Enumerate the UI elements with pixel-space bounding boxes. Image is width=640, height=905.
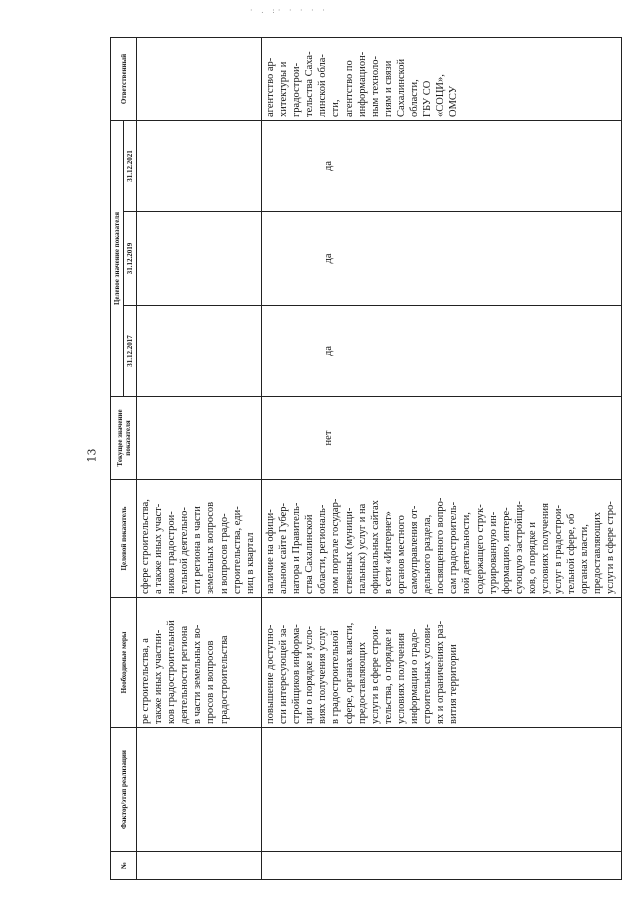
cell-2019: да [262,212,622,306]
page-number: 13 [85,448,99,462]
header-current: Текущее значение показателя [111,397,137,480]
rotated-table-wrapper [110,38,630,880]
cell-measures: повышение доступно- сти интересующей за- стройщиков информа- ции о порядке и усло- виях получения услуг в градостроительной сфере, органах власти, предоставляющих услуги в сфере строи- тельства, о порядке и условиях получения информации о градо- строительных услови- ях и ограничениях раз- вития территории [262,598,622,728]
cell-target: наличие на офици- альном сайте Губер- натора и Правитель- ства Сахалинской области, региональ- ном портале государ- ственных (муници- пальных) услуг и на официальных сайтах в сети «Интернет» органов местного самоуправления от- дельного раздела, посвященного вопро- сам градостроитель- ной деятельности, содержащего струк- турированную ин- формацию, интере- сующую застройщи- ков, о порядке и условиях получения услуг в градострои- тельной сфере, об органах власти, предоставляющих услуги в сфере стро- [262,480,622,598]
header-num: № [111,852,137,880]
header-row-1 [111,38,124,880]
cell-2017: да [262,306,622,397]
header-date-2017: 31.12.2017 [124,306,137,397]
scan-marks: · . :· · · · · [250,6,328,15]
cell-target: сфере строительства, а также иных участ- ников градострои- тельной деятельно- сти региона в части земельных вопросов и вопросов градо- строительства, еди- ниц в квартал [137,480,262,598]
table-row [262,38,622,880]
cell-num [137,852,262,880]
header-factor: Фактор/этап реализации [111,728,137,852]
cell-2017 [137,306,262,397]
cell-factor [137,728,262,852]
cell-current [137,397,262,480]
cell-current: нет [262,397,622,480]
header-date-2019: 31.12.2019 [124,212,137,306]
header-responsible: Ответственный [111,38,137,121]
cell-num [262,852,622,880]
cell-2019 [137,212,262,306]
table-row [137,38,262,880]
measures-table [110,37,622,880]
cell-2021: да [262,121,622,212]
cell-2021 [137,121,262,212]
header-target: Целевой показатель [111,480,137,598]
header-measures: Необходимые меры [111,598,137,728]
cell-factor [262,728,622,852]
header-target-values: Целевое значение показателя [111,121,124,397]
cell-measures: ре строительства, а также иных участни- ков градостроительной деятельности региона в части земельных во- просов и вопросов градостроительства [137,598,262,728]
cell-responsible [137,38,262,121]
header-date-2021: 31.12.2021 [124,121,137,212]
cell-responsible: агентство ар- хитектуры и градострои- тельства Саха- линской обла- сти, агентство по информацион- ным техноло- гиям и связи Сахалинской области, ГБУ СО «СОЦИ», ОМСУ [262,38,622,121]
